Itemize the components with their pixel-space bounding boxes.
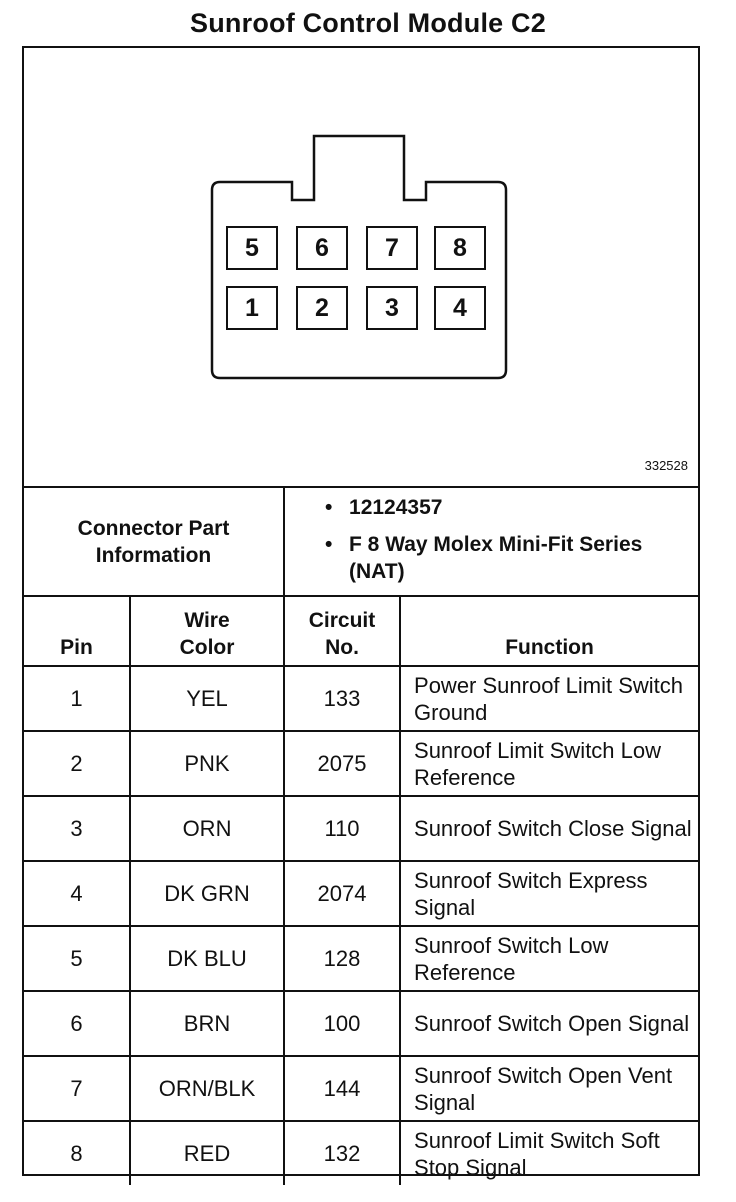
wire-color-cell: DK BLU [130, 926, 284, 991]
pin-cell: 5 [24, 926, 130, 991]
wire-color-cell: RED [130, 1121, 284, 1185]
wire-color-cell: YEL [130, 666, 284, 731]
document-frame [22, 46, 700, 1180]
header-circuit: Circuit No. [284, 596, 400, 666]
table-row [24, 926, 698, 991]
pin-cavity: 1 [226, 286, 278, 330]
pinout-table [24, 486, 698, 1185]
pin-cell: 6 [24, 991, 130, 1056]
circuit-cell: 110 [284, 796, 400, 861]
function-cell: Sunroof Limit Switch Low Reference [400, 731, 698, 796]
pin-cell: 3 [24, 796, 130, 861]
connector-part-number: • 12124357 [325, 494, 698, 521]
connector-outline [24, 48, 698, 486]
connector-diagram [24, 48, 698, 486]
circuit-cell: 144 [284, 1056, 400, 1121]
connector-info-list [284, 487, 698, 596]
circuit-cell: 100 [284, 991, 400, 1056]
function-cell: Sunroof Switch Close Signal [400, 796, 698, 861]
function-cell: Sunroof Switch Open Signal [400, 991, 698, 1056]
table-row [24, 991, 698, 1056]
pin-cavity: 4 [434, 286, 486, 330]
connector-info-label: Connector Part Information [24, 487, 284, 596]
header-pin: Pin [24, 596, 130, 666]
function-cell: Sunroof Limit Switch Soft Stop Signal [400, 1121, 698, 1185]
table-row [24, 861, 698, 926]
pin-cell: 1 [24, 666, 130, 731]
wire-color-cell: ORN/BLK [130, 1056, 284, 1121]
pin-cavity: 8 [434, 226, 486, 270]
pin-cell: 4 [24, 861, 130, 926]
circuit-cell: 132 [284, 1121, 400, 1185]
pin-cell: 8 [24, 1121, 130, 1185]
header-wire-color: Wire Color [130, 596, 284, 666]
pin-cavity: 7 [366, 226, 418, 270]
table-row [24, 1121, 698, 1185]
page-title: Sunroof Control Module C2 [190, 8, 546, 38]
connector-description: • F 8 Way Molex Mini-Fit Series (NAT) [325, 531, 698, 585]
table-row [24, 731, 698, 796]
pin-cavity: 3 [366, 286, 418, 330]
figure-id: 332528 [644, 458, 688, 473]
function-cell: Sunroof Switch Low Reference [400, 926, 698, 991]
function-cell: Power Sunroof Limit Switch Ground [400, 666, 698, 731]
function-cell: Sunroof Switch Express Signal [400, 861, 698, 926]
function-cell: Sunroof Switch Open Vent Signal [400, 1056, 698, 1121]
wire-color-cell: DK GRN [130, 861, 284, 926]
wire-color-cell: ORN [130, 796, 284, 861]
pin-cavity: 5 [226, 226, 278, 270]
pin-cavity: 2 [296, 286, 348, 330]
table-row [24, 666, 698, 731]
wire-color-cell: BRN [130, 991, 284, 1056]
circuit-cell: 133 [284, 666, 400, 731]
circuit-cell: 2075 [284, 731, 400, 796]
header-function: Function [400, 596, 698, 666]
table-row [24, 1056, 698, 1121]
pin-cell: 2 [24, 731, 130, 796]
circuit-cell: 128 [284, 926, 400, 991]
wire-color-cell: PNK [130, 731, 284, 796]
pin-cavity: 6 [296, 226, 348, 270]
circuit-cell: 2074 [284, 861, 400, 926]
pin-cell: 7 [24, 1056, 130, 1121]
table-row [24, 796, 698, 861]
